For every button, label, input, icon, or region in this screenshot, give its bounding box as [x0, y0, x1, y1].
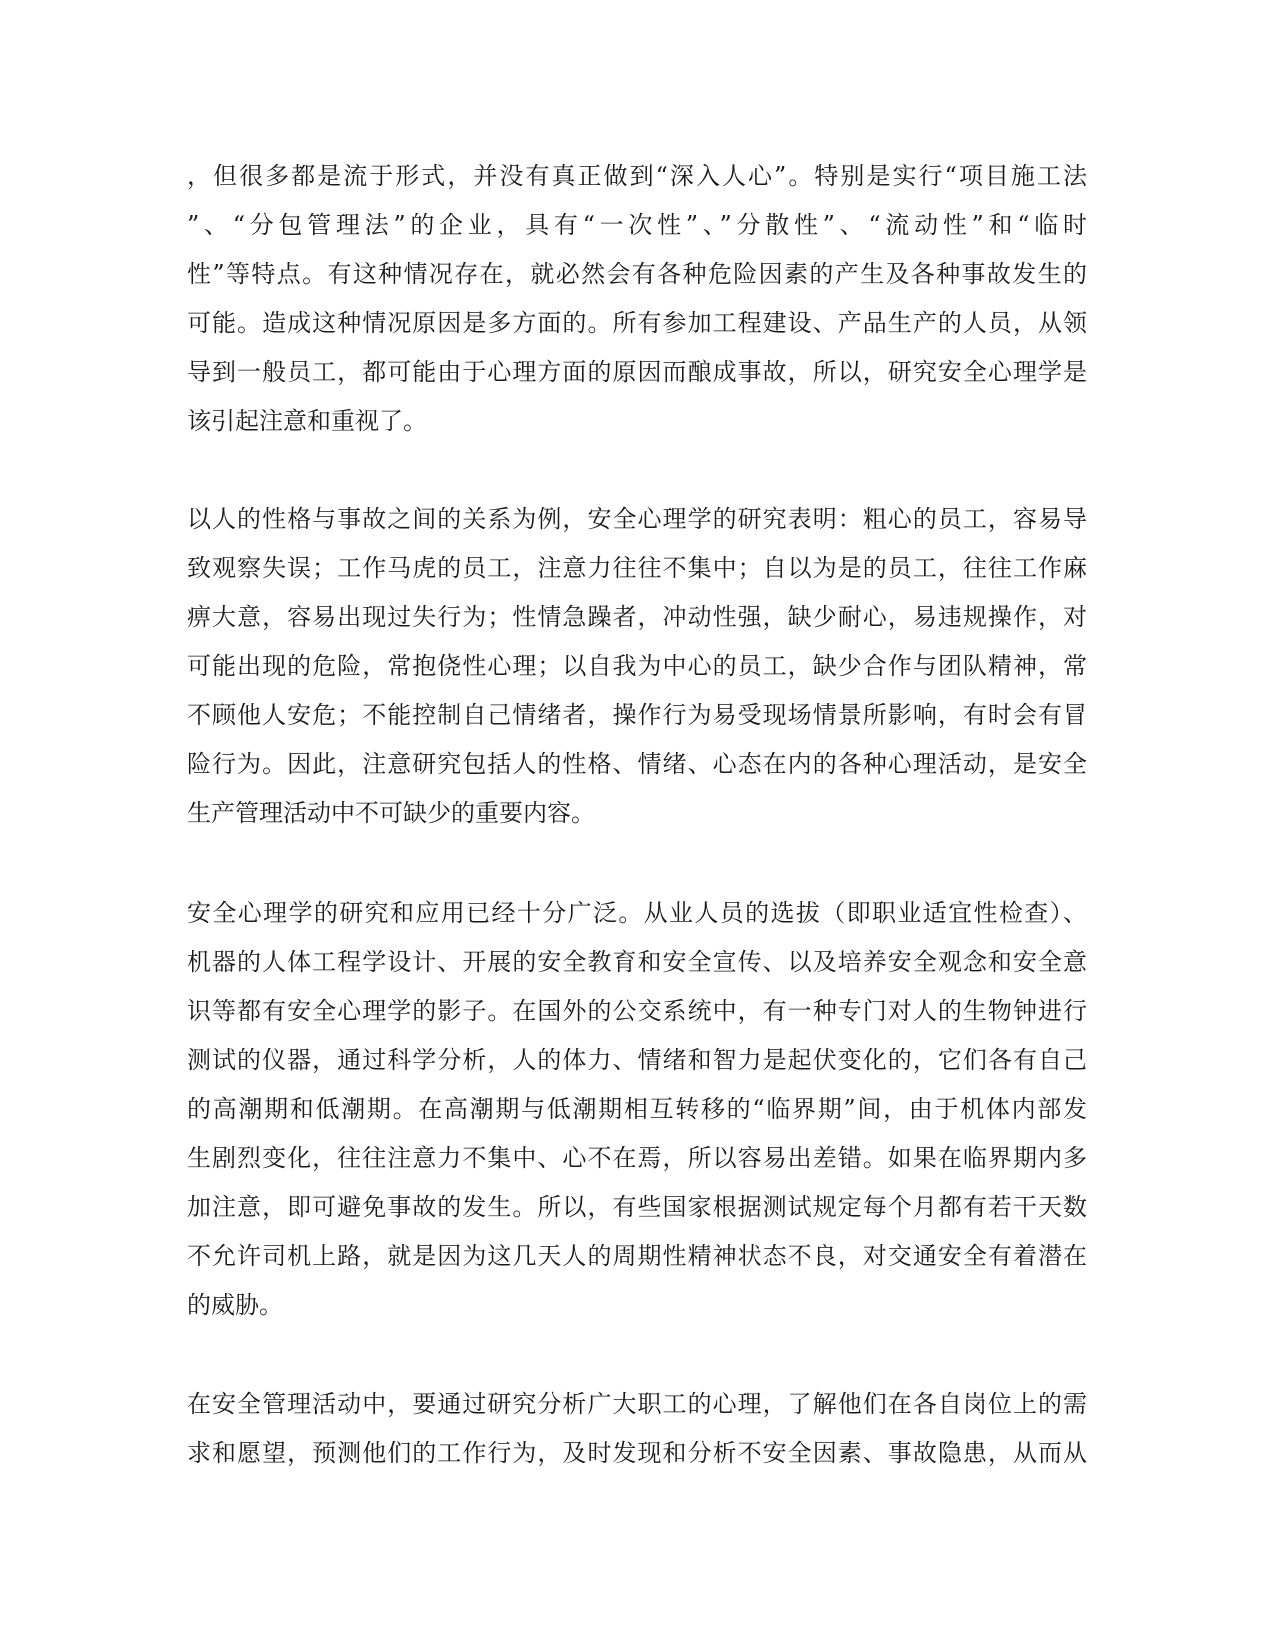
paragraph-line: 的高潮期和低潮期。在高潮期与低潮期相互转移的“临界期”间，由于机体内部发	[187, 1095, 1087, 1123]
paragraph-line: 的威胁。	[187, 1291, 283, 1319]
paragraph-line: 可能。造成这种情况原因是多方面的。所有参加工程建设、产品生产的人员，从领	[187, 309, 1087, 337]
paragraph-line: 性”等特点。有这种情况存在，就必然会有各种危险因素的产生及各种事故发生的	[187, 260, 1087, 288]
paragraph-4	[187, 1380, 1087, 1478]
paragraph-line: 痹大意，容易出现过失行为；性情急躁者，冲动性强，缺少耐心，易违规操作，对	[187, 603, 1087, 631]
paragraph-line: 导到一般员工，都可能由于心理方面的原因而酿成事故，所以，研究安全心理学是	[187, 358, 1087, 386]
paragraph-line: 求和愿望，预测他们的工作行为，及时发现和分析不安全因素、事故隐患，从而从	[187, 1439, 1087, 1467]
paragraph-line: 不允许司机上路，就是因为这几天人的周期性精神状态不良，对交通安全有着潜在	[187, 1242, 1087, 1270]
paragraph-line: 在安全管理活动中，要通过研究分析广大职工的心理，了解他们在各自岗位上的需	[187, 1390, 1087, 1418]
paragraph-line: ”、“分包管理法”的企业，具有“一次性”、”分散性”、“流动性”和“临时	[187, 211, 1087, 239]
paragraph-line: 机器的人体工程学设计、开展的安全教育和安全宣传、以及培养安全观念和安全意	[187, 948, 1087, 976]
paragraph-3	[187, 889, 1087, 1330]
paragraph-line: 测试的仪器，通过科学分析，人的体力、情绪和智力是起伏变化的，它们各有自己	[187, 1046, 1087, 1074]
paragraph-line: 识等都有安全心理学的影子。在国外的公交系统中，有一种专门对人的生物钟进行	[187, 997, 1087, 1025]
paragraph-line: 加注意，即可避免事故的发生。所以，有些国家根据测试规定每个月都有若干天数	[187, 1193, 1087, 1221]
paragraph-line: 险行为。因此，注意研究包括人的性格、情绪、心态在内的各种心理活动，是安全	[187, 750, 1087, 778]
paragraph-line: 不顾他人安危；不能控制自己情绪者，操作行为易受现场情景所影响，有时会有冒	[187, 701, 1087, 729]
paragraph-line: 可能出现的危险，常抱侥性心理；以自我为中心的员工，缺少合作与团队精神，常	[187, 652, 1087, 680]
paragraph-line: 安全心理学的研究和应用已经十分广泛。从业人员的选拔（即职业适宜性检查）、	[187, 899, 1087, 927]
paragraph-line: ，但很多都是流于形式，并没有真正做到“深入人心”。特别是实行“项目施工法	[187, 162, 1087, 190]
paragraph-line: 生产管理活动中不可缺少的重要内容。	[187, 799, 595, 827]
paragraph-line: 致观察失误；工作马虎的员工，注意力往往不集中；自以为是的员工，往往工作麻	[187, 554, 1087, 582]
paragraph-1	[187, 152, 1087, 446]
paragraph-line: 以人的性格与事故之间的关系为例，安全心理学的研究表明：粗心的员工，容易导	[187, 505, 1087, 533]
paragraph-2	[187, 495, 1087, 838]
paragraph-line: 生剧烈变化，往往注意力不集中、心不在焉，所以容易出差错。如果在临界期内多	[187, 1144, 1087, 1172]
paragraph-line: 该引起注意和重视了。	[187, 407, 427, 435]
